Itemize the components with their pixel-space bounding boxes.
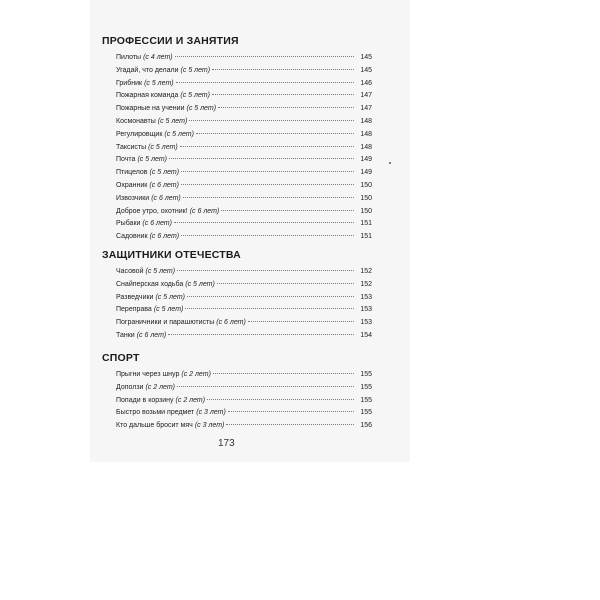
entry-age: (с 5 лет) xyxy=(137,156,167,164)
entry-page-number: 145 xyxy=(360,54,372,61)
entry-page-number: 150 xyxy=(360,181,372,189)
dot-leader xyxy=(207,399,354,400)
toc-entry xyxy=(102,266,372,279)
entry-page-number: 153 xyxy=(360,319,372,327)
dot-leader xyxy=(248,321,354,322)
entry-page-number: 150 xyxy=(360,194,372,202)
entry-list xyxy=(102,266,372,343)
toc-entry xyxy=(102,369,372,382)
entry-age: (с 6 лет) xyxy=(216,319,246,327)
entry-page-number: 148 xyxy=(360,117,372,125)
entry-title: Переправа xyxy=(116,306,152,314)
entry-age: (с 6 лет) xyxy=(149,181,179,189)
entry-page-number: 146 xyxy=(360,79,372,87)
dot-leader xyxy=(228,411,354,412)
toc-entry xyxy=(102,142,372,155)
entry-title: Пилоты xyxy=(116,54,142,61)
section-sport xyxy=(102,351,372,433)
entry-title: Пожарные на учении xyxy=(116,105,185,113)
entry-page-number: 155 xyxy=(360,409,372,417)
entry-age: (с 5 лет) xyxy=(144,79,174,87)
entry-page-number: 151 xyxy=(360,220,372,228)
entry-title: Регулировщик xyxy=(116,130,163,138)
entry-age: (с 5 лет) xyxy=(186,105,217,113)
entry-title: Часовой xyxy=(116,268,144,275)
dot-leader xyxy=(174,222,354,223)
toc-entry xyxy=(102,90,372,103)
entry-title: Извозчики xyxy=(116,194,150,202)
entry-age: (с 5 лет) xyxy=(185,280,215,288)
section-professions xyxy=(102,34,372,244)
entry-page-number: 149 xyxy=(360,169,372,177)
entry-page-number: 152 xyxy=(360,268,372,275)
entry-list xyxy=(102,369,372,433)
entry-title: Пожарная команда xyxy=(116,92,179,100)
toc-entry xyxy=(102,292,372,305)
section-title: ПРОФЕССИИ И ЗАНЯТИЯ xyxy=(102,35,239,47)
entry-age: (с 3 лет) xyxy=(196,409,226,417)
toc-entry xyxy=(102,129,372,142)
dot-leader xyxy=(196,133,354,134)
entry-page-number: 154 xyxy=(360,331,372,339)
dot-leader xyxy=(189,120,354,121)
entry-age: (с 6 лет) xyxy=(142,220,172,228)
entry-age: (с 4 лет) xyxy=(143,54,173,61)
page-number: 173 xyxy=(218,438,235,449)
entry-title: Садовник xyxy=(116,233,148,241)
dot-leader xyxy=(213,373,354,374)
entry-title: Доброе утро, охотник! xyxy=(116,207,188,215)
entry-title: Быстро возьми предмет xyxy=(116,409,195,417)
toc-entry xyxy=(102,65,372,78)
entry-age: (с 6 лет) xyxy=(151,194,181,202)
entry-title: Снайперская ходьба xyxy=(116,280,184,288)
entry-age: (с 5 лет) xyxy=(180,66,211,74)
entry-page-number: 148 xyxy=(360,143,372,151)
entry-title: Таксисты xyxy=(116,143,147,151)
entry-age: (с 6 лет) xyxy=(136,331,167,339)
toc-entry xyxy=(102,206,372,219)
entry-page-number: 155 xyxy=(360,371,372,378)
toc-entry xyxy=(102,407,372,420)
entry-age: (с 6 лет) xyxy=(189,207,220,215)
entry-page-number: 151 xyxy=(360,233,372,241)
entry-title: Доползи xyxy=(116,383,144,391)
entry-age: (с 5 лет) xyxy=(180,92,210,100)
toc-entry xyxy=(102,304,372,317)
dot-leader xyxy=(226,424,354,425)
entry-age: (с 2 лет) xyxy=(145,383,175,391)
entry-page-number: 149 xyxy=(360,156,372,164)
entry-age: (с 5 лет) xyxy=(148,143,178,151)
entry-page-number: 155 xyxy=(360,383,372,391)
entry-page-number: 153 xyxy=(360,306,372,314)
dot-leader xyxy=(169,158,354,159)
dot-leader xyxy=(176,82,354,83)
dot-leader xyxy=(221,210,354,211)
toc-entry xyxy=(102,231,372,244)
entry-title: Танки xyxy=(116,331,135,339)
section-title: ЗАЩИТНИКИ ОТЕЧЕСТВА xyxy=(102,249,241,261)
entry-page-number: 153 xyxy=(360,293,372,301)
entry-age: (с 2 лет) xyxy=(181,371,211,378)
entry-page-number: 147 xyxy=(360,105,372,113)
dot-leader xyxy=(187,296,354,297)
dot-leader xyxy=(212,69,354,70)
entry-title: Разведчики xyxy=(116,293,154,301)
entry-title: Рыбаки xyxy=(116,220,141,228)
entry-page-number: 155 xyxy=(360,396,372,404)
section-title: СПОРТ xyxy=(102,352,140,364)
toc-entry xyxy=(102,193,372,206)
toc-entry xyxy=(102,317,372,330)
entry-age: (с 5 лет) xyxy=(149,169,180,177)
entry-page-number: 156 xyxy=(360,422,372,430)
entry-title: Почта xyxy=(116,156,136,164)
toc-entry xyxy=(102,279,372,292)
entry-age: (с 5 лет) xyxy=(153,306,184,314)
toc-entry xyxy=(102,78,372,91)
entry-age: (с 5 лет) xyxy=(157,117,188,125)
dot-leader xyxy=(177,270,354,271)
dot-leader xyxy=(181,235,354,236)
dot-leader xyxy=(212,94,354,95)
entry-title: Птицелов xyxy=(116,169,148,177)
entry-title: Космонавты xyxy=(116,117,156,125)
entry-title: Охранник xyxy=(116,181,148,189)
dot-leader xyxy=(218,107,354,108)
entry-age: (с 5 лет) xyxy=(155,293,186,301)
toc-entry xyxy=(102,154,372,167)
dot-leader xyxy=(217,283,354,284)
toc-entry xyxy=(102,382,372,395)
entry-list xyxy=(102,52,372,244)
entry-title: Угадай, что делали xyxy=(116,66,179,74)
entry-page-number: 147 xyxy=(360,92,372,100)
toc-entry xyxy=(102,103,372,116)
toc-entry xyxy=(102,218,372,231)
toc-entry xyxy=(102,52,372,65)
entry-title: Кто дальше бросит мяч xyxy=(116,422,193,430)
toc-entry xyxy=(102,180,372,193)
entry-title: Попади в корзину xyxy=(116,396,174,404)
entry-page-number: 152 xyxy=(360,280,372,288)
entry-age: (с 5 лет) xyxy=(145,268,176,275)
entry-age: (с 5 лет) xyxy=(164,130,194,138)
section-defenders xyxy=(102,248,372,343)
stray-dot xyxy=(389,162,391,164)
entry-age: (с 6 лет) xyxy=(149,233,180,241)
entry-title: Грибник xyxy=(116,79,143,87)
dot-leader xyxy=(168,334,354,335)
entry-title: Пограничники и парашютисты xyxy=(116,319,215,327)
toc-entry xyxy=(102,330,372,343)
dot-leader xyxy=(185,308,354,309)
dot-leader xyxy=(177,386,354,387)
toc-entry xyxy=(102,167,372,180)
entry-age: (с 3 лет) xyxy=(194,422,225,430)
dot-leader xyxy=(183,197,354,198)
entry-age: (с 2 лет) xyxy=(175,396,206,404)
entry-page-number: 145 xyxy=(360,66,372,74)
toc-entry xyxy=(102,395,372,408)
toc-entry xyxy=(102,420,372,433)
dot-leader xyxy=(181,184,354,185)
entry-page-number: 150 xyxy=(360,207,372,215)
toc-entry xyxy=(102,116,372,129)
dot-leader xyxy=(181,171,354,172)
entry-title: Прыгни через шнур xyxy=(116,371,180,378)
dot-leader xyxy=(180,146,354,147)
entry-page-number: 148 xyxy=(360,130,372,138)
dot-leader xyxy=(175,56,354,57)
